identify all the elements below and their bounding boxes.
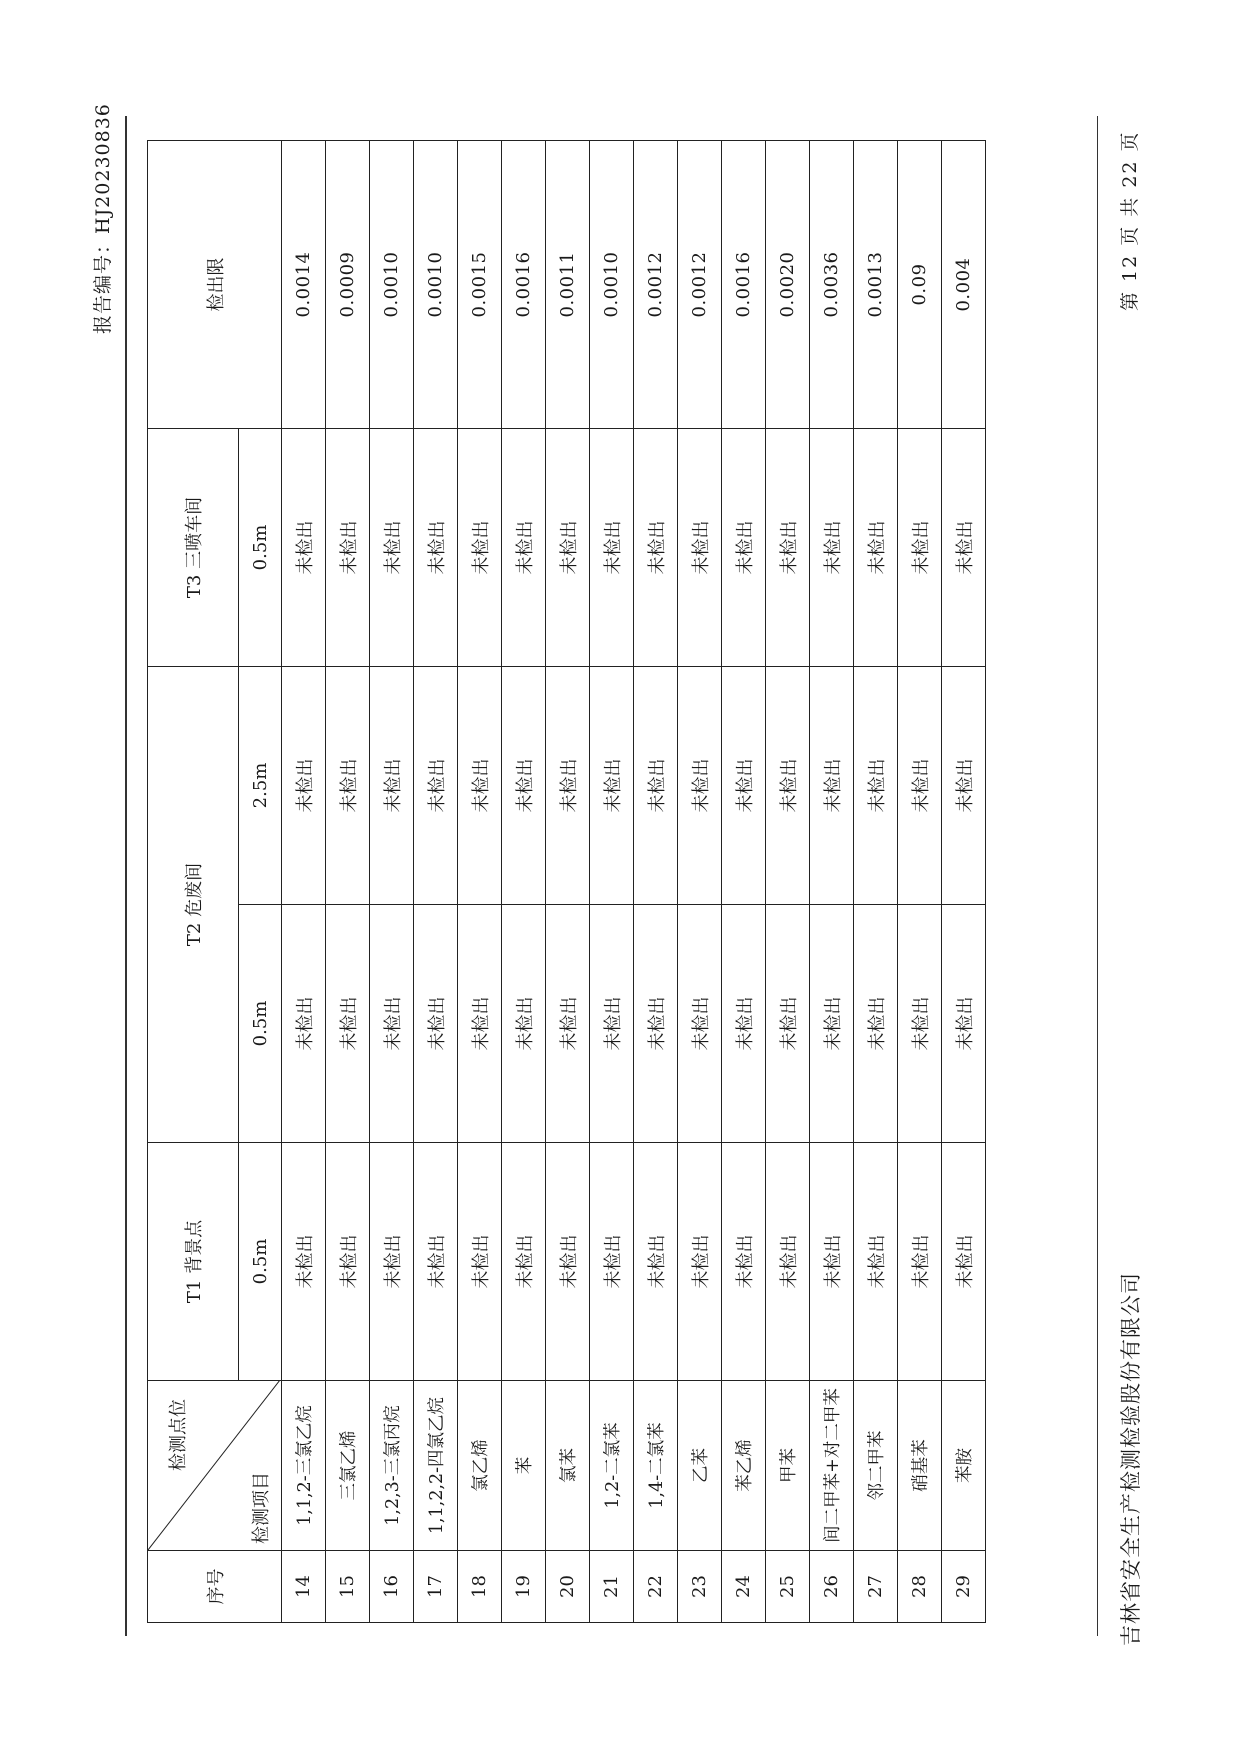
table-row (282, 141, 326, 1623)
row-item: 硝基苯 (898, 1381, 942, 1551)
row-seq: 29 (942, 1551, 986, 1623)
row-t1: 未检出 (634, 1143, 678, 1381)
row-t2a: 未检出 (414, 905, 458, 1143)
row-item: 乙苯 (678, 1381, 722, 1551)
row-t2b: 未检出 (590, 667, 634, 905)
table-row (942, 141, 986, 1623)
row-t2b: 未检出 (766, 667, 810, 905)
row-item: 1,1,2,2-四氯乙烷 (414, 1381, 458, 1551)
row-limit: 0.0012 (634, 141, 678, 429)
row-item: 间二甲苯+对二甲苯 (810, 1381, 854, 1551)
row-t3: 未检出 (634, 429, 678, 667)
row-item: 1,4-二氯苯 (634, 1381, 678, 1551)
row-t1: 未检出 (766, 1143, 810, 1381)
row-item: 邻二甲苯 (854, 1381, 898, 1551)
row-t1: 未检出 (370, 1143, 414, 1381)
row-t3: 未检出 (458, 429, 502, 667)
table-row (326, 141, 370, 1623)
depth-t2a: 0.5m (239, 905, 282, 1143)
row-item: 苯 (502, 1381, 546, 1551)
table-row (590, 141, 634, 1623)
row-t2b: 未检出 (898, 667, 942, 905)
row-t1: 未检出 (678, 1143, 722, 1381)
row-item: 苯胺 (942, 1381, 986, 1551)
row-seq: 20 (546, 1551, 590, 1623)
table-row (766, 141, 810, 1623)
row-t2b: 未检出 (370, 667, 414, 905)
row-t2a: 未检出 (458, 905, 502, 1143)
row-t2a: 未检出 (502, 905, 546, 1143)
row-t1: 未检出 (502, 1143, 546, 1381)
row-t3: 未检出 (414, 429, 458, 667)
row-limit: 0.0010 (590, 141, 634, 429)
row-t3: 未检出 (722, 429, 766, 667)
row-t3: 未检出 (766, 429, 810, 667)
row-limit: 0.0020 (766, 141, 810, 429)
row-t3: 未检出 (810, 429, 854, 667)
row-seq: 15 (326, 1551, 370, 1623)
row-t3: 未检出 (546, 429, 590, 667)
col-t3-header: T3 三喷车间 (148, 429, 239, 667)
row-seq: 24 (722, 1551, 766, 1623)
row-limit: 0.0011 (546, 141, 590, 429)
row-t3: 未检出 (898, 429, 942, 667)
row-limit: 0.0012 (678, 141, 722, 429)
row-t3: 未检出 (854, 429, 898, 667)
row-item: 甲苯 (766, 1381, 810, 1551)
row-item: 三氯乙烯 (326, 1381, 370, 1551)
row-limit: 0.0016 (502, 141, 546, 429)
col-seq-header: 序号 (148, 1551, 282, 1623)
row-item: 1,2-二氯苯 (590, 1381, 634, 1551)
table-row (722, 141, 766, 1623)
row-t3: 未检出 (370, 429, 414, 667)
row-seq: 16 (370, 1551, 414, 1623)
row-t1: 未检出 (458, 1143, 502, 1381)
row-t2b: 未检出 (414, 667, 458, 905)
row-seq: 26 (810, 1551, 854, 1623)
row-t2a: 未检出 (810, 905, 854, 1143)
table-row (370, 141, 414, 1623)
depth-t1: 0.5m (239, 1143, 282, 1381)
table-row (678, 141, 722, 1623)
row-seq: 27 (854, 1551, 898, 1623)
row-limit: 0.0010 (370, 141, 414, 429)
row-t2a: 未检出 (898, 905, 942, 1143)
header-rule (125, 116, 127, 1636)
table-row (854, 141, 898, 1623)
row-limit: 0.0010 (414, 141, 458, 429)
table-row (414, 141, 458, 1623)
row-limit: 0.0014 (282, 141, 326, 429)
row-t2a: 未检出 (678, 905, 722, 1143)
row-t1: 未检出 (414, 1143, 458, 1381)
results-table (147, 140, 986, 1623)
row-limit: 0.0013 (854, 141, 898, 429)
row-t2b: 未检出 (458, 667, 502, 905)
row-t1: 未检出 (326, 1143, 370, 1381)
row-t1: 未检出 (546, 1143, 590, 1381)
row-t2b: 未检出 (326, 667, 370, 905)
row-t2b: 未检出 (546, 667, 590, 905)
row-item: 氯乙烯 (458, 1381, 502, 1551)
footer-rule (1097, 116, 1098, 1636)
row-limit: 0.0016 (722, 141, 766, 429)
col-limit-header: 检出限 (148, 141, 282, 429)
row-t2a: 未检出 (326, 905, 370, 1143)
report-number: 报告编号：HJ20230836 (92, 103, 114, 334)
row-t2b: 未检出 (854, 667, 898, 905)
row-t2a: 未检出 (766, 905, 810, 1143)
row-t1: 未检出 (722, 1143, 766, 1381)
row-seq: 17 (414, 1551, 458, 1623)
table-row (458, 141, 502, 1623)
row-item: 苯乙烯 (722, 1381, 766, 1551)
company-name: 吉林省安全生产检测检验股份有限公司 (1119, 1272, 1143, 1646)
row-t3: 未检出 (326, 429, 370, 667)
row-t1: 未检出 (942, 1143, 986, 1381)
row-seq: 22 (634, 1551, 678, 1623)
table-row (546, 141, 590, 1623)
row-t2b: 未检出 (502, 667, 546, 905)
row-item: 1,2,3-三氯丙烷 (370, 1381, 414, 1551)
table-row (898, 141, 942, 1623)
row-t2b: 未检出 (942, 667, 986, 905)
diagonal-header-cell (148, 1381, 282, 1551)
row-t2a: 未检出 (370, 905, 414, 1143)
row-t2a: 未检出 (590, 905, 634, 1143)
col-t1-header: T1 背景点 (148, 1143, 239, 1381)
depth-t2b: 2.5m (239, 667, 282, 905)
row-limit: 0.0009 (326, 141, 370, 429)
row-seq: 21 (590, 1551, 634, 1623)
row-t2b: 未检出 (634, 667, 678, 905)
row-item: 氯苯 (546, 1381, 590, 1551)
row-seq: 19 (502, 1551, 546, 1623)
row-t3: 未检出 (590, 429, 634, 667)
col-t2-header: T2 危废间 (148, 667, 239, 1143)
depth-t3: 0.5m (239, 429, 282, 667)
row-t2a: 未检出 (546, 905, 590, 1143)
row-t2a: 未检出 (634, 905, 678, 1143)
row-item: 1,1,2-三氯乙烷 (282, 1381, 326, 1551)
row-t1: 未检出 (810, 1143, 854, 1381)
table-row (502, 141, 546, 1623)
row-t3: 未检出 (678, 429, 722, 667)
row-t3: 未检出 (942, 429, 986, 667)
diag-header-item: 检测项目 (251, 1472, 272, 1544)
row-t1: 未检出 (854, 1143, 898, 1381)
row-limit: 0.09 (898, 141, 942, 429)
row-t3: 未检出 (282, 429, 326, 667)
row-limit: 0.0036 (810, 141, 854, 429)
row-t2b: 未检出 (678, 667, 722, 905)
row-t2a: 未检出 (854, 905, 898, 1143)
row-t2b: 未检出 (722, 667, 766, 905)
table-row (634, 141, 678, 1623)
row-t1: 未检出 (590, 1143, 634, 1381)
row-seq: 25 (766, 1551, 810, 1623)
row-t2a: 未检出 (282, 905, 326, 1143)
row-limit: 0.0015 (458, 141, 502, 429)
row-t2a: 未检出 (722, 905, 766, 1143)
row-t1: 未检出 (898, 1143, 942, 1381)
row-t3: 未检出 (502, 429, 546, 667)
page-number: 第 12 页 共 22 页 (1119, 130, 1141, 311)
row-t2b: 未检出 (282, 667, 326, 905)
diag-header-location: 检测点位 (168, 1399, 189, 1471)
row-limit: 0.004 (942, 141, 986, 429)
table-row (810, 141, 854, 1623)
row-seq: 18 (458, 1551, 502, 1623)
row-t2a: 未检出 (942, 905, 986, 1143)
row-t2b: 未检出 (810, 667, 854, 905)
row-seq: 14 (282, 1551, 326, 1623)
row-seq: 23 (678, 1551, 722, 1623)
row-seq: 28 (898, 1551, 942, 1623)
row-t1: 未检出 (282, 1143, 326, 1381)
